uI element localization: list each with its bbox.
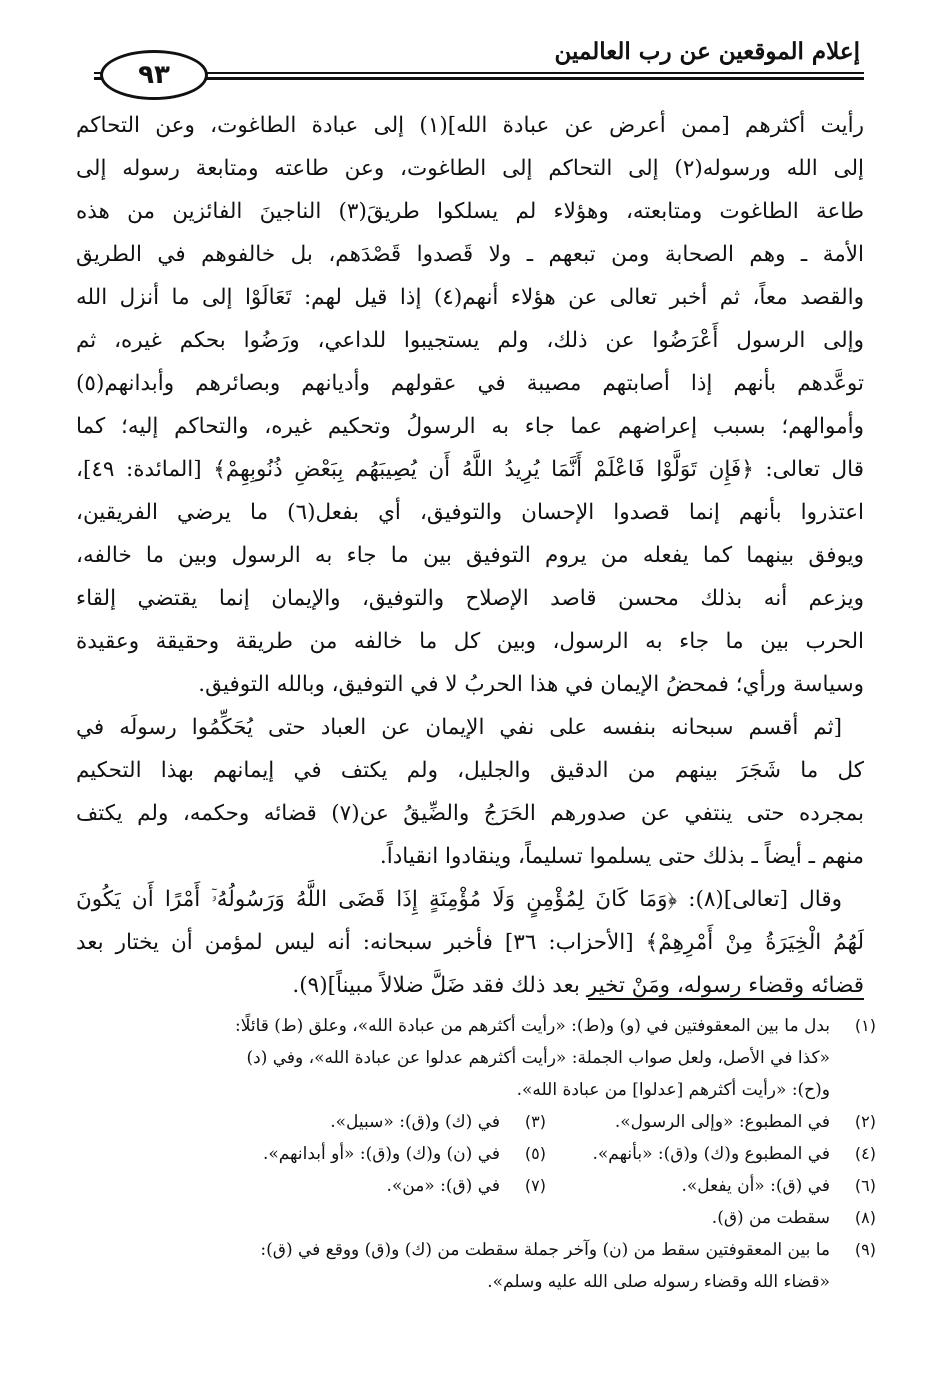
running-title: إعلام الموقعين عن رب العالمين [554, 38, 860, 65]
footnote-text: بدل ما بين المعقوفتين في (و) و(ط): «رأيت أكثرهم من عبادة الله»، وعلق (ط) قائلًا: [234, 1016, 830, 1036]
body-line: توعَّدهم بأنهم إذا أصابتهم مصيبة في عقولهم وأديانهم وبصائرهم وأبدانهم(٥) [76, 371, 864, 396]
footnote-number: (٣) [524, 1112, 546, 1131]
footnote-6 [546, 1170, 876, 1202]
quran-verse-line: لَهُمُ الْخِيَرَةُ مِنْ أَمْرِهِمْ﴾ [الأحزاب: ٣٦] فأخبر سبحانه: أنه ليس لمؤمن أن يختار بعد [76, 930, 864, 955]
footnote-number: (٨) [854, 1208, 876, 1227]
body-line: قضائه وقضاء رسوله، ومَنْ تخير بعد ذلك فقد ضَلَّ ضلالاً مبيناً](٩). [292, 973, 864, 998]
header-rule-thin [94, 72, 864, 74]
footnote-number: (٧) [524, 1176, 546, 1195]
footnote-number: (٤) [854, 1144, 876, 1163]
paragraph-start-line: [ثم أقسم سبحانه بنفسه على نفي الإيمان عن العباد حتى يُحَكِّمُوا رسولَه في [76, 715, 842, 740]
footnote-4 [546, 1138, 876, 1170]
body-line: الحرب بين ما جاء به الرسول، وبين كل ما خالفه من طريقة وحقيقة وعقيدة [76, 629, 864, 654]
body-line: وإلى الرسول أَعْرَضُوا عن ذلك، ولم يستجيبوا للداعي، ورَضُوا بحكم غيره، ثم [76, 328, 864, 353]
footnote-9-continuation: «قضاء الله وقضاء رسوله صلى الله عليه وسلم». [487, 1272, 830, 1292]
body-line: بمجرده حتى ينتفي عن صدورهم الحَرَجُ والضِّيقُ عن(٧) قضائه وحكمه، ولم يكتف [76, 801, 864, 826]
footnote-number: (٩) [854, 1240, 876, 1259]
footnote-number: (٦) [854, 1176, 876, 1195]
page-number-oval [100, 50, 208, 100]
footnote-7 [246, 1170, 546, 1202]
page-number: ٩٣ [138, 60, 170, 90]
footnote-pair-6-7 [76, 1170, 876, 1202]
footnote-8 [76, 1202, 876, 1234]
footnote-text: سقطت من (ق). [711, 1208, 830, 1228]
footnote-9 [76, 1234, 876, 1266]
footnote-pair-2-3 [76, 1106, 876, 1138]
header-rule-thick [94, 77, 864, 80]
footnote-text: في (ق): «أن يفعل». [681, 1176, 830, 1196]
footnote-1-continuation: «كذا في الأصل، ولعل صواب الجملة: «رأيت أكثرهم عدلوا عن عبادة الله»، وفي (د) [246, 1048, 830, 1068]
header-rule [94, 68, 864, 82]
footnote-1-continuation: و(ح): «رأيت أكثرهم [عدلوا] من عبادة الله». [516, 1080, 830, 1100]
body-line: منهم ـ أيضاً ـ بذلك حتى يسلموا تسليماً، وينقادوا انقياداً. [379, 844, 864, 869]
quran-verse-line: وقال [تعالى](٨): ﴿وَمَا كَانَ لِمُؤْمِنٍ وَلَا مُؤْمِنَةٍ إِذَا قَضَى اللَّهُ وَرَسُولُهُۥٓ أَمْرًا أَن يَكُونَ [76, 887, 842, 912]
body-text [76, 104, 864, 1007]
body-line: إلى الله ورسوله(٢) إلى التحاكم إلى الطاغوت، وعن طاعته ومتابعة رسوله إلى [76, 156, 864, 181]
body-line: كل ما شَجَرَ بينهم من الدقيق والجليل، ولم يكتف في إيمانهم بهذا التحكيم [76, 758, 864, 783]
footnote-number: (١) [854, 1016, 876, 1035]
footnote-text: في المطبوع و(ك) و(ق): «بأنهم». [592, 1144, 830, 1164]
body-line: ويوفق بينهما كما يفعله من يروم التوفيق بين ما جاء به الرسول وبين ما خالفه، [76, 543, 864, 568]
footnote-text: في (ك) و(ق): «سبيل». [330, 1112, 500, 1132]
body-line: وأموالهم؛ بسبب إعراضهم عما جاء به الرسولُ وتحكيم غيره، والتحاكم إليه؛ كما [76, 414, 864, 439]
footnote-number: (٥) [524, 1144, 546, 1163]
body-line: والقصد معاً، ثم أخبر تعالى عن هؤلاء أنهم(٤) إذا قيل لهم: تَعَالَوْا إلى ما أنزل الله [76, 285, 864, 310]
body-line: ويزعم أنه بذلك محسن قاصد الإصلاح والتوفيق، والإيمان إنما يقتضي إلقاء [76, 586, 864, 611]
footnote-separator [588, 998, 864, 1000]
quran-verse-line: قال تعالى: ﴿فَإِن تَوَلَّوْا فَاعْلَمْ أَنَّمَا يُرِيدُ اللَّهُ أَن يُصِيبَهُم بِبَعْضِ ذُنُوبِهِمْ﴾ [المائدة: ٤٩]، [76, 457, 864, 482]
body-line: وسياسة ورأي؛ فمحضُ الإيمان في هذا الحربُ لا في التوفيق، وبالله التوفيق. [198, 672, 864, 697]
body-line: الأمة ـ وهم الصحابة ومن تبعهم ـ ولا قَصدوا قَصْدَهم، بل خالفوهم في الطريق [76, 242, 864, 267]
footnotes [76, 1010, 876, 1298]
footnote-5 [246, 1138, 546, 1170]
body-line: اعتذروا بأنهم إنما قصدوا الإحسان والتوفيق، أي بفعل(٦) ما يرضي الفريقين، [76, 500, 864, 525]
footnote-text: في المطبوع: «وإلى الرسول». [614, 1112, 830, 1132]
footnote-2 [546, 1106, 876, 1138]
body-line: رأيت أكثرهم [ممن أعرض عن عبادة الله](١) إلى عبادة الطاغوت، وعن التحاكم [76, 113, 864, 138]
body-line: طاعة الطاغوت ومتابعته، وهؤلاء لم يسلكوا طريقَ(٣) الناجينَ الفائزين من هذه [76, 199, 864, 224]
footnote-text: ما بين المعقوفتين سقط من (ن) وآخر جملة سقطت من (ك) و(ق) ووقع في (ق): [260, 1240, 830, 1260]
footnote-number: (٢) [854, 1112, 876, 1131]
footnote-pair-4-5 [76, 1138, 876, 1170]
footnote-1 [76, 1010, 876, 1042]
footnote-text: في (ق): «من». [386, 1176, 500, 1196]
footnote-3 [246, 1106, 546, 1138]
footnote-text: في (ن) و(ك) و(ق): «أو أبدانهم». [262, 1144, 500, 1164]
